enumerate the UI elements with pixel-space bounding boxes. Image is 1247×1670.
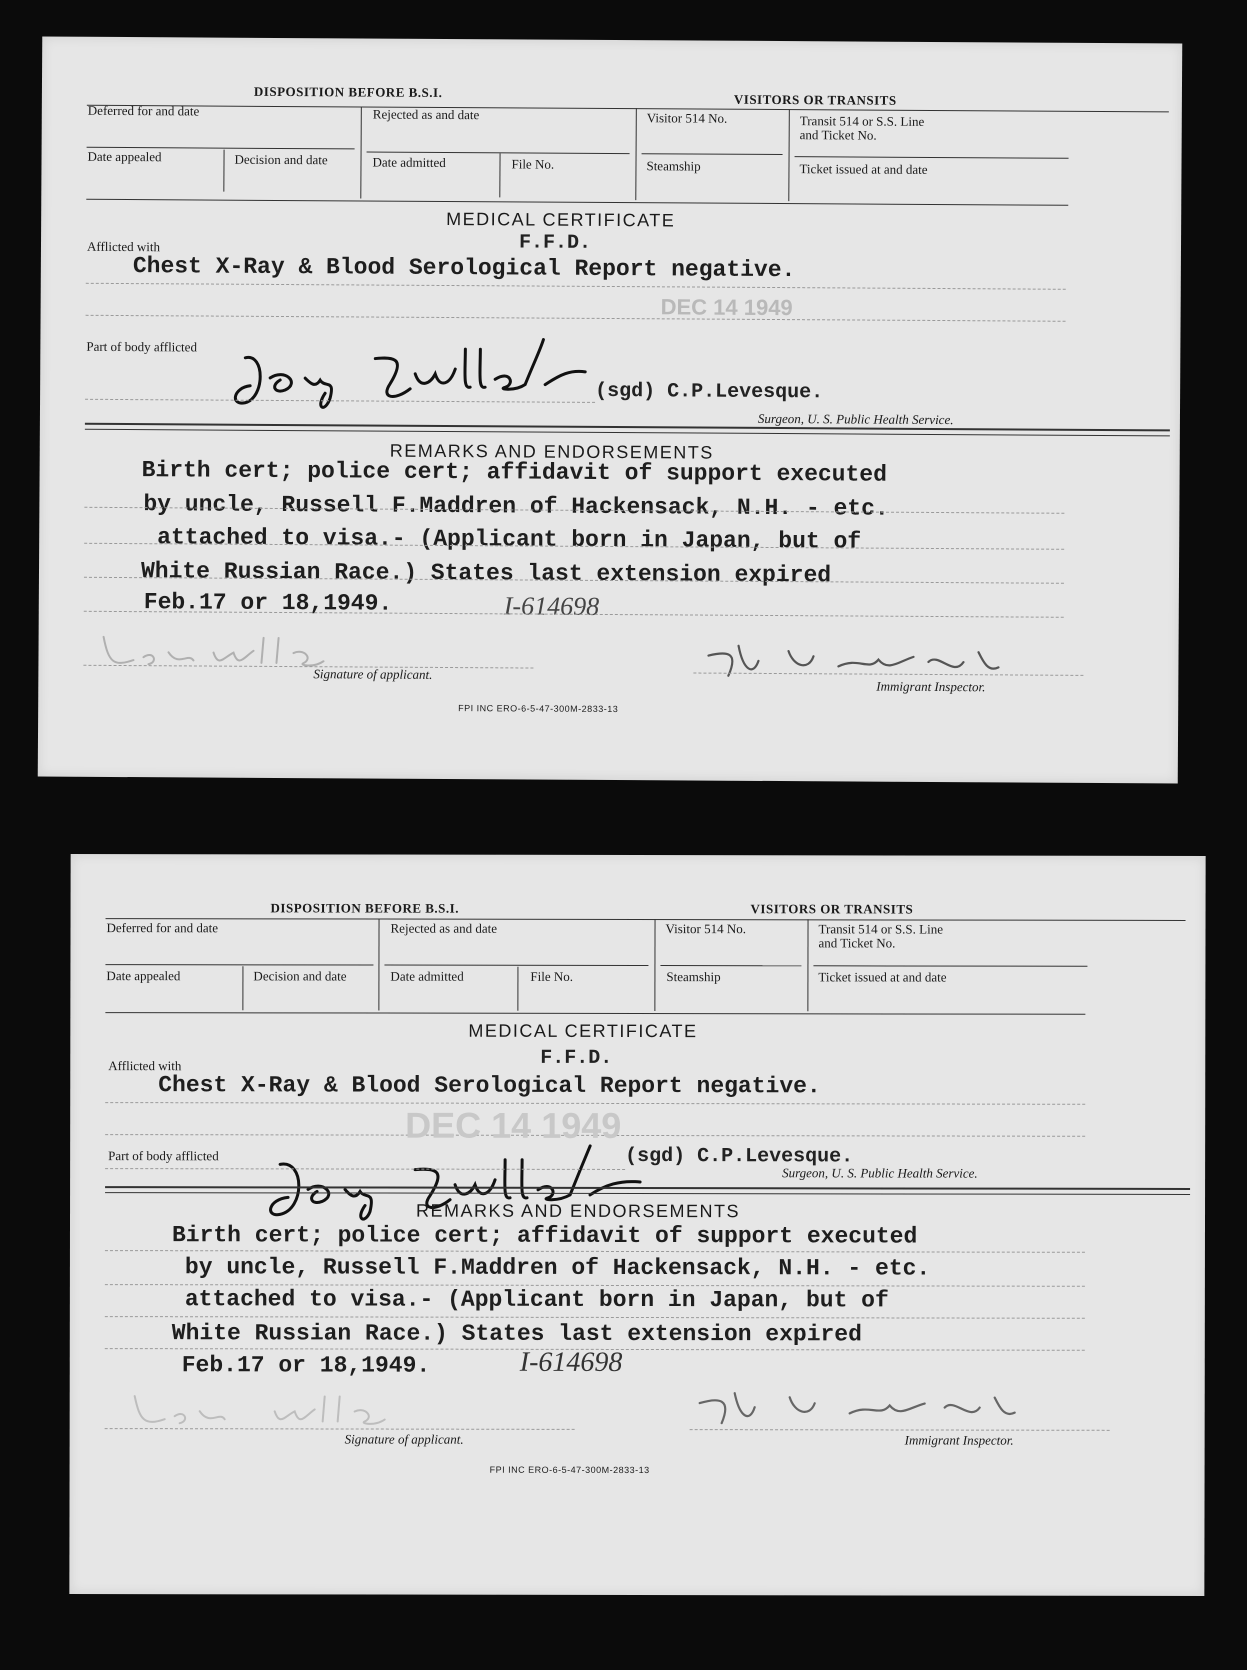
surgeon-caption: Surgeon, U. S. Public Health Service. (782, 1165, 978, 1181)
date-appealed-label: Date appealed (106, 968, 181, 984)
form-divider (360, 106, 362, 198)
disposition-header: DISPOSITION BEFORE B.S.I. (253, 83, 443, 100)
inspector-caption: Immigrant Inspector. (904, 1432, 1014, 1448)
remarks-line: by uncle, Russell F.Maddren of Hackensack, N.H. - etc. (143, 491, 889, 522)
applicant-signature-image (125, 1384, 455, 1435)
diagnosis-code: F.F.D. (518, 231, 592, 255)
dotted-line (86, 283, 1066, 290)
visitors-header: VISITORS OR TRANSITS (750, 901, 914, 917)
transit-label-1: Transit 514 or S.S. Line (799, 113, 925, 129)
remarks-line: by uncle, Russell F.Maddren of Hackensack, N.H. - etc. (184, 1254, 931, 1282)
form-footer: FPI INC ERO-6-5-47-300M-2833-13 (489, 1464, 650, 1476)
form-rule (813, 965, 1087, 966)
date-admitted-label: Date admitted (390, 968, 464, 984)
form-rule (86, 199, 1068, 206)
dotted-line (86, 315, 1066, 322)
diagnosis-text: Chest X-Ray & Blood Serological Report negative. (132, 253, 796, 284)
part-of-body-label: Part of body afflicted (108, 1148, 219, 1164)
form-rule (367, 152, 630, 155)
afflicted-label: Afflicted with (86, 238, 161, 255)
visitor-label: Visitor 514 No. (665, 921, 747, 937)
remarks-line: Birth cert; police cert; affidavit of support executed (171, 1222, 918, 1250)
form-divider (223, 150, 224, 192)
remarks-line: White Russian Race.) States last extension expired (171, 1320, 862, 1348)
date-appealed-label: Date appealed (87, 148, 162, 165)
transit-label-2: and Ticket No. (818, 935, 896, 951)
form-divider (635, 108, 637, 200)
rejected-label: Rejected as and date (390, 920, 498, 936)
diagnosis-code: F.F.D. (540, 1046, 613, 1070)
form-divider (242, 966, 243, 1010)
medical-certificate-title: MEDICAL CERTIFICATE (468, 1020, 698, 1042)
surgeon-signed-name: (sgd) C.P.Levesque. (625, 1144, 854, 1169)
form-rule (795, 156, 1069, 159)
form-rule (105, 1012, 1085, 1015)
visitor-label: Visitor 514 No. (646, 110, 728, 126)
surgeon-caption: Surgeon, U. S. Public Health Service. (757, 410, 954, 428)
deferred-label: Deferred for and date (87, 102, 200, 119)
form-divider (378, 919, 379, 1011)
form-divider (654, 919, 655, 1011)
form-divider (517, 967, 518, 1011)
remarks-line: Birth cert; police cert; affidavit of support executed (141, 457, 888, 488)
remarks-line: Feb.17 or 18,1949. (143, 589, 393, 617)
remarks-title: REMARKS AND ENDORSEMENTS (389, 440, 714, 463)
inspector-signature-image (690, 1375, 1090, 1436)
transit-label-1: Transit 514 or S.S. Line (818, 921, 944, 937)
visitors-header: VISITORS OR TRANSITS (733, 91, 897, 108)
diagnosis-text: Chest X-Ray & Blood Serological Report negative. (158, 1072, 821, 1100)
disposition-header: DISPOSITION BEFORE B.S.I. (270, 900, 459, 916)
decision-label: Decision and date (253, 968, 347, 984)
applicant-caption: Signature of applicant. (344, 1431, 464, 1447)
transit-label-2: and Ticket No. (799, 127, 877, 143)
ticket-issued-label: Ticket issued at and date (818, 969, 947, 985)
admission-stamp: DEC 14 1949 (405, 1104, 622, 1146)
part-of-body-label: Part of body afflicted (86, 338, 198, 355)
date-admitted-label: Date admitted (372, 154, 446, 170)
remarks-line: Feb.17 or 18,1949. (181, 1352, 431, 1379)
record-card-top (38, 37, 1182, 784)
rejected-label: Rejected as and date (372, 106, 480, 123)
steamship-label: Steamship (646, 158, 701, 174)
ticket-issued-label: Ticket issued at and date (799, 161, 928, 177)
admission-stamp: DEC 14 1949 (660, 294, 793, 321)
afflicted-label: Afflicted with (108, 1058, 182, 1074)
decision-label: Decision and date (234, 151, 328, 168)
form-rule (660, 965, 801, 966)
surgeon-signed-name: (sgd) C.P.Levesque. (595, 379, 824, 405)
remarks-line: attached to visa.- (Applicant born in Japan, but of (184, 1286, 889, 1314)
form-divider (807, 919, 808, 1011)
file-number-handwritten: I-614698 (503, 591, 600, 621)
form-rule (87, 105, 1169, 113)
form-rule (106, 918, 1186, 921)
dotted-line (105, 1250, 1085, 1253)
steamship-label: Steamship (666, 969, 721, 985)
file-no-label: File No. (530, 968, 574, 984)
dotted-line (105, 1316, 1085, 1319)
deferred-label: Deferred for and date (106, 920, 219, 936)
form-divider (499, 153, 500, 197)
file-number-handwritten: I-614698 (519, 1346, 623, 1378)
medical-certificate-title: MEDICAL CERTIFICATE (446, 208, 676, 231)
remarks-title: REMARKS AND ENDORSEMENTS (416, 1200, 741, 1222)
remarks-line: White Russian Race.) States last extension expired (140, 558, 832, 589)
form-footer: FPI INC ERO-6-5-47-300M-2833-13 (458, 703, 619, 715)
remarks-line: attached to visa.- (Applicant born in Japan, but of (157, 524, 862, 555)
file-no-label: File No. (511, 156, 555, 172)
form-rule (105, 964, 373, 965)
applicant-caption: Signature of applicant. (313, 666, 433, 682)
inspector-caption: Immigrant Inspector. (876, 678, 986, 695)
form-rule (642, 153, 783, 155)
handwritten-signature-image (225, 328, 646, 421)
record-card-bottom (69, 854, 1205, 1596)
form-divider (788, 109, 790, 201)
